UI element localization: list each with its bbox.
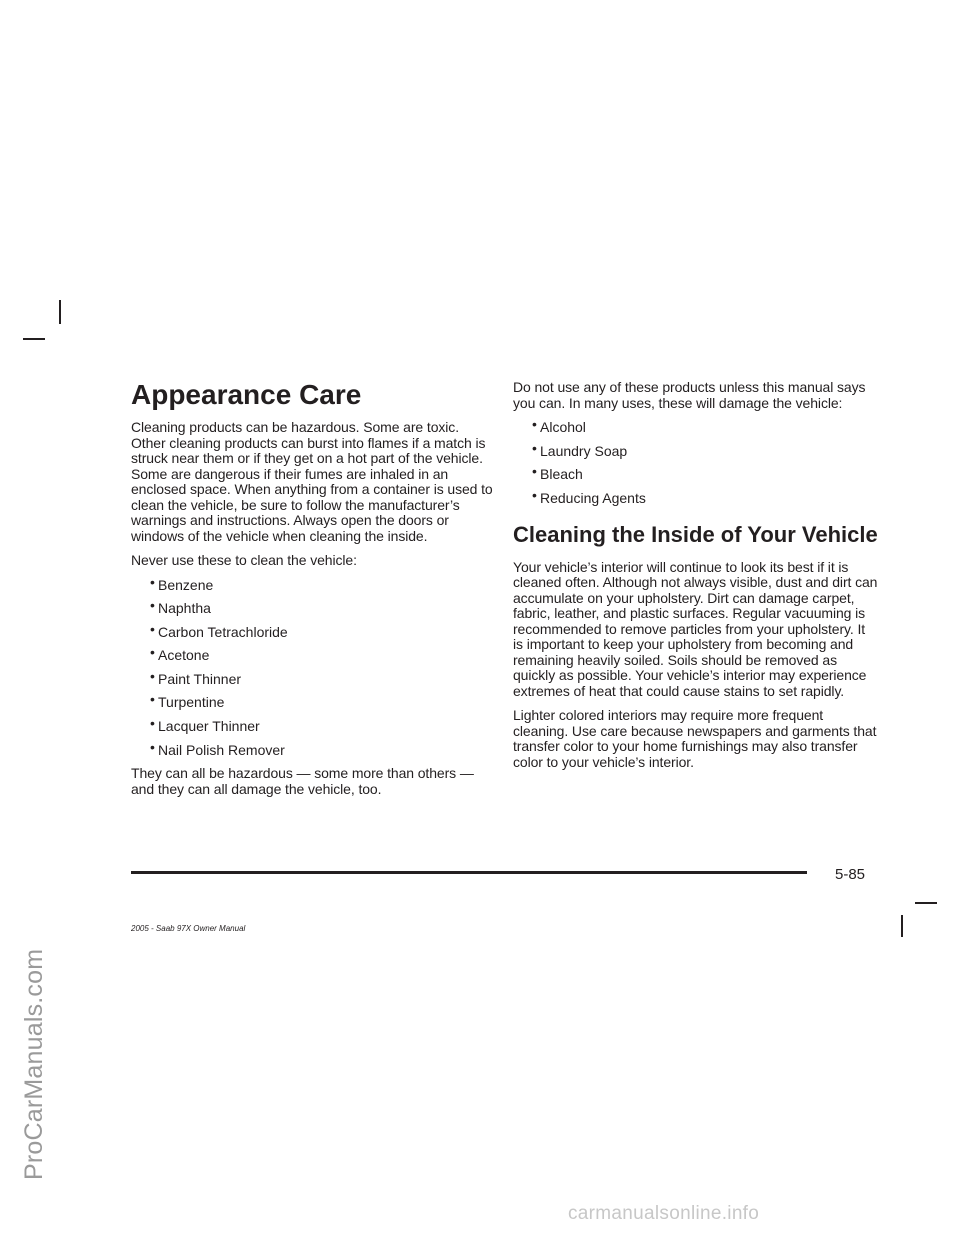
list-item: • Benzene [151, 578, 493, 593]
right-column [513, 380, 878, 779]
list-item: • Carbon Tetrachloride [151, 625, 493, 640]
list-item: • Turpentine [151, 695, 493, 710]
crop-mark-top-horizontal [23, 338, 45, 340]
crop-mark-top-vertical [59, 300, 61, 324]
hazard-note-paragraph: They can all be hazardous — some more than others — and they can all damage the vehicle, too. [131, 765, 474, 797]
intro-paragraph: Cleaning products can be hazardous. Some are toxic. Other cleaning products can burst into flames if a match is struck near them or if they get on a hot part of the vehicle. Some are dangerous if their fumes are inhaled in an enclosed space. When anything from a container is used to clean the vehicle, be sure to follow the manufacturer’s warnings and instructions. Always open the doors or windows of the vehicle when cleaning the inside. [131, 419, 493, 544]
list-item: • Laundry Soap [533, 444, 878, 459]
left-column [131, 378, 493, 806]
list-item: • Bleach [533, 467, 878, 482]
list-item: • Acetone [151, 648, 493, 663]
footer-rule [131, 871, 807, 874]
crop-mark-bottom-horizontal [915, 902, 937, 904]
site-watermark: carmanualsonline.info [568, 1203, 760, 1224]
crop-mark-bottom-vertical [901, 915, 903, 937]
list-item: • Reducing Agents [533, 491, 878, 506]
list-item: • Naphtha [151, 601, 493, 616]
footer-manual-title: 2005 - Saab 97X Owner Manual [131, 924, 246, 933]
list-item: • Lacquer Thinner [151, 719, 493, 734]
damaging-products-list [513, 420, 878, 506]
never-use-paragraph: Never use these to clean the vehicle: [131, 552, 357, 568]
page-number: 5-85 [835, 866, 866, 883]
list-item: • Nail Polish Remover [151, 743, 493, 758]
lighter-interiors-paragraph: Lighter colored interiors may require more frequent cleaning. Use care because newspapers and garments that transfer color to your home furnishings may also transfer color to your vehicle’s interior. [513, 707, 877, 770]
interior-cleaning-paragraph: Your vehicle’s interior will continue to look its best if it is cleaned often. Although not always visible, dust and dirt can accumulate on your upholstery. Dirt can damage carpet, fabric, leather, and plastic surfaces. Regular vacuuming is recommended to remove particles from your upholstery. It is important to keep your upholstery from becoming and remaining heavily soiled. Soils should be removed as quickly as possible. Your vehicle’s interior may experience extremes of heat that could cause stains to set rapidly. [513, 558, 878, 699]
watermark: ProCarManuals.com [20, 948, 48, 1180]
section-title-cleaning-inside: Cleaning the Inside of Your Vehicle [513, 521, 878, 547]
section-title-appearance-care: Appearance Care [131, 379, 362, 410]
list-item: • Paint Thinner [151, 672, 493, 687]
prohibited-products-list [131, 578, 493, 758]
do-not-use-paragraph: Do not use any of these products unless this manual says you can. In many uses, these will damage the vehicle: [513, 379, 866, 411]
list-item: • Alcohol [533, 420, 878, 435]
